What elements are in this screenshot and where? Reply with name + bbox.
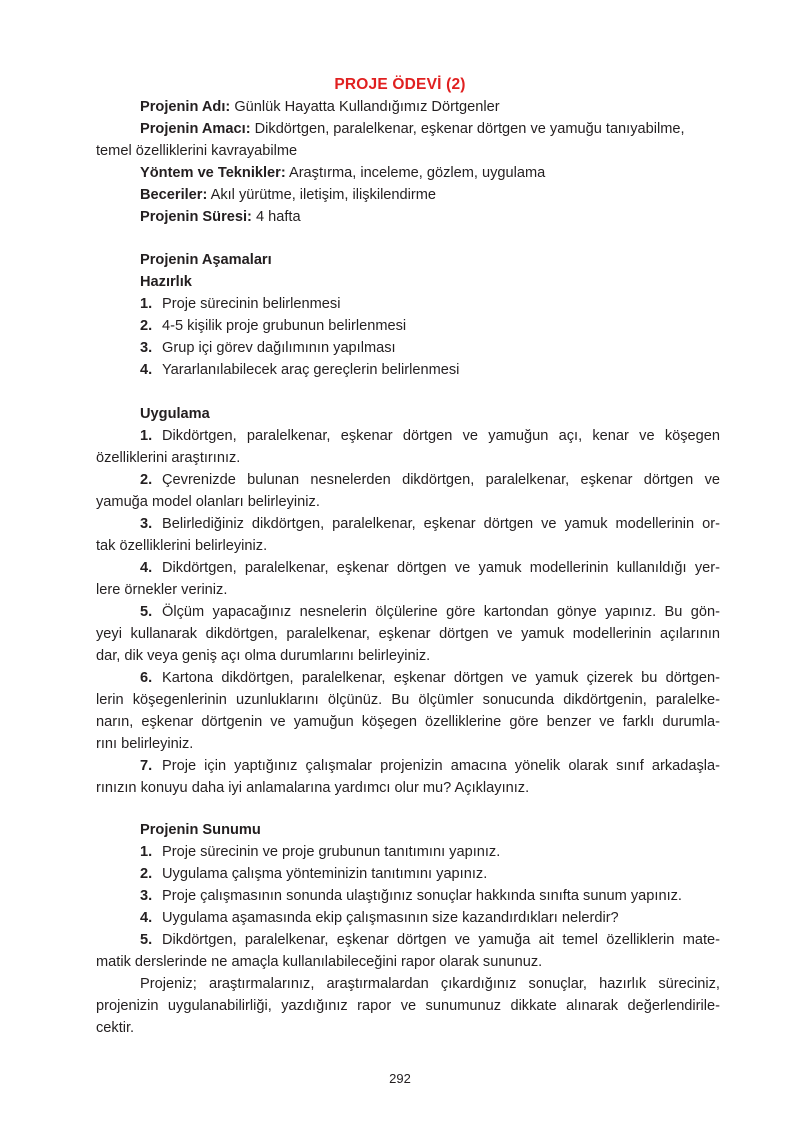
info-name: Projenin Adı: Günlük Hayatta Kullandığımız Dörtgenler xyxy=(140,99,500,115)
list-item: 2. 4-5 kişilik proje grubunun belirlenmesi xyxy=(140,318,407,334)
page-number: 292 xyxy=(389,1071,411,1086)
list-item: 4. Uygulama aşamasında ekip çalışmasının size kazandırdıkları nelerdir? xyxy=(140,910,619,926)
project-info xyxy=(96,96,720,228)
present-heading: Projenin Sunumu xyxy=(140,822,261,838)
stages-heading: Projenin Aşamaları xyxy=(140,252,272,268)
list-item: 1. Proje sürecinin belirlenmesi xyxy=(140,296,341,312)
list-item: 6. Kartona dikdörtgen, paralelkenar, eşkenar dörtgen ve yamuk çizerek bu dörtgen- lerin köşegenlerinin uzunluklarını ölçünüz. Bu ölçümler sonucunda dikdörtgenin, paralelke- narın, eşkenar dörtgenin ve yamuğun köşegen özelliklerine göre benzer ve farklı durumla- rını belirleyiniz. xyxy=(96,670,720,752)
info-purpose: Projenin Amacı: Dikdörtgen, paralelkenar, eşkenar dörtgen ve yamuğu tanıyabilme, xyxy=(140,121,685,137)
stages-section xyxy=(96,249,720,381)
list-item: 5. Ölçüm yapacağınız nesnelerin ölçülerine göre kartondan gönye yapınız. Bu gön- yeyi kullanarak dikdörtgen, paralelkenar, eşkenar dörtgen ve yamuk modellerinin açılarının dar, dik veya geniş açı olma durumlarını belirleyiniz. xyxy=(96,604,720,664)
list-item: 1. Proje sürecinin ve proje grubunun tanıtımını yapınız. xyxy=(140,844,501,860)
info-purpose-cont: temel özelliklerini kavrayabilme xyxy=(96,143,298,159)
prep-list xyxy=(96,293,720,381)
info-skills: Beceriler: Akıl yürütme, iletişim, ilişkilendirme xyxy=(140,187,437,203)
list-item: 7. Proje için yaptığınız çalışmalar projenizin amacına yönelik olarak sınıf arkadaşla- rınızın konuyu daha iyi anlamalarına yardımcı olur mu? Açıklayınız. xyxy=(96,758,720,796)
list-item: 3. Belirlediğiniz dikdörtgen, paralelkenar, eşkenar dörtgen ve yamuk modellerinin or- tak özelliklerini belirleyiniz. xyxy=(96,516,720,554)
list-item: 4. Yararlanılabilecek araç gereçlerin belirlenmesi xyxy=(140,362,460,378)
application-section xyxy=(96,403,720,799)
list-item: 5. Dikdörtgen, paralelkenar, eşkenar dörtgen ve yamuğa ait temel özelliklerin mate- matik derslerinde ne amaçla kullanılabileceğini rapor olarak sununuz. xyxy=(96,932,720,970)
app-heading: Uygulama xyxy=(140,406,210,422)
list-item: 3. Grup içi görev dağılımının yapılması xyxy=(140,340,396,356)
closing-paragraph: Projeniz; araştırmalarınız, araştırmalardan çıkardığınız sonuçlar, hazırlık süreciniz, projenizin uygulanabilirliği, yazdığınız rapor ve sunumunuz dikkate alınarak değerlendirile- cektir. xyxy=(96,976,720,1036)
list-item: 1. Dikdörtgen, paralelkenar, eşkenar dörtgen ve yamuğun açı, kenar ve köşegen özelliklerini araştırınız. xyxy=(96,428,720,466)
info-duration: Projenin Süresi: 4 hafta xyxy=(140,209,301,225)
presentation-section xyxy=(96,819,720,1039)
prep-heading: Hazırlık xyxy=(140,274,192,290)
list-item: 2. Çevrenizde bulunan nesnelerden dikdörtgen, paralelkenar, eşkenar dörtgen ve yamuğa model olanları belirleyiniz. xyxy=(96,472,720,510)
list-item: 4. Dikdörtgen, paralelkenar, eşkenar dörtgen ve yamuk modellerinin kullanıldığı yer- lere örnekler veriniz. xyxy=(96,560,720,598)
page-title: PROJE ÖDEVİ (2) xyxy=(334,76,466,93)
list-item: 2. Uygulama çalışma yönteminizin tanıtımını yapınız. xyxy=(140,866,488,882)
info-methods: Yöntem ve Teknikler: Araştırma, inceleme, gözlem, uygulama xyxy=(140,165,546,181)
list-item: 3. Proje çalışmasının sonunda ulaştığınız sonuçlar hakkında sınıfta sunum yapınız. xyxy=(140,888,682,904)
